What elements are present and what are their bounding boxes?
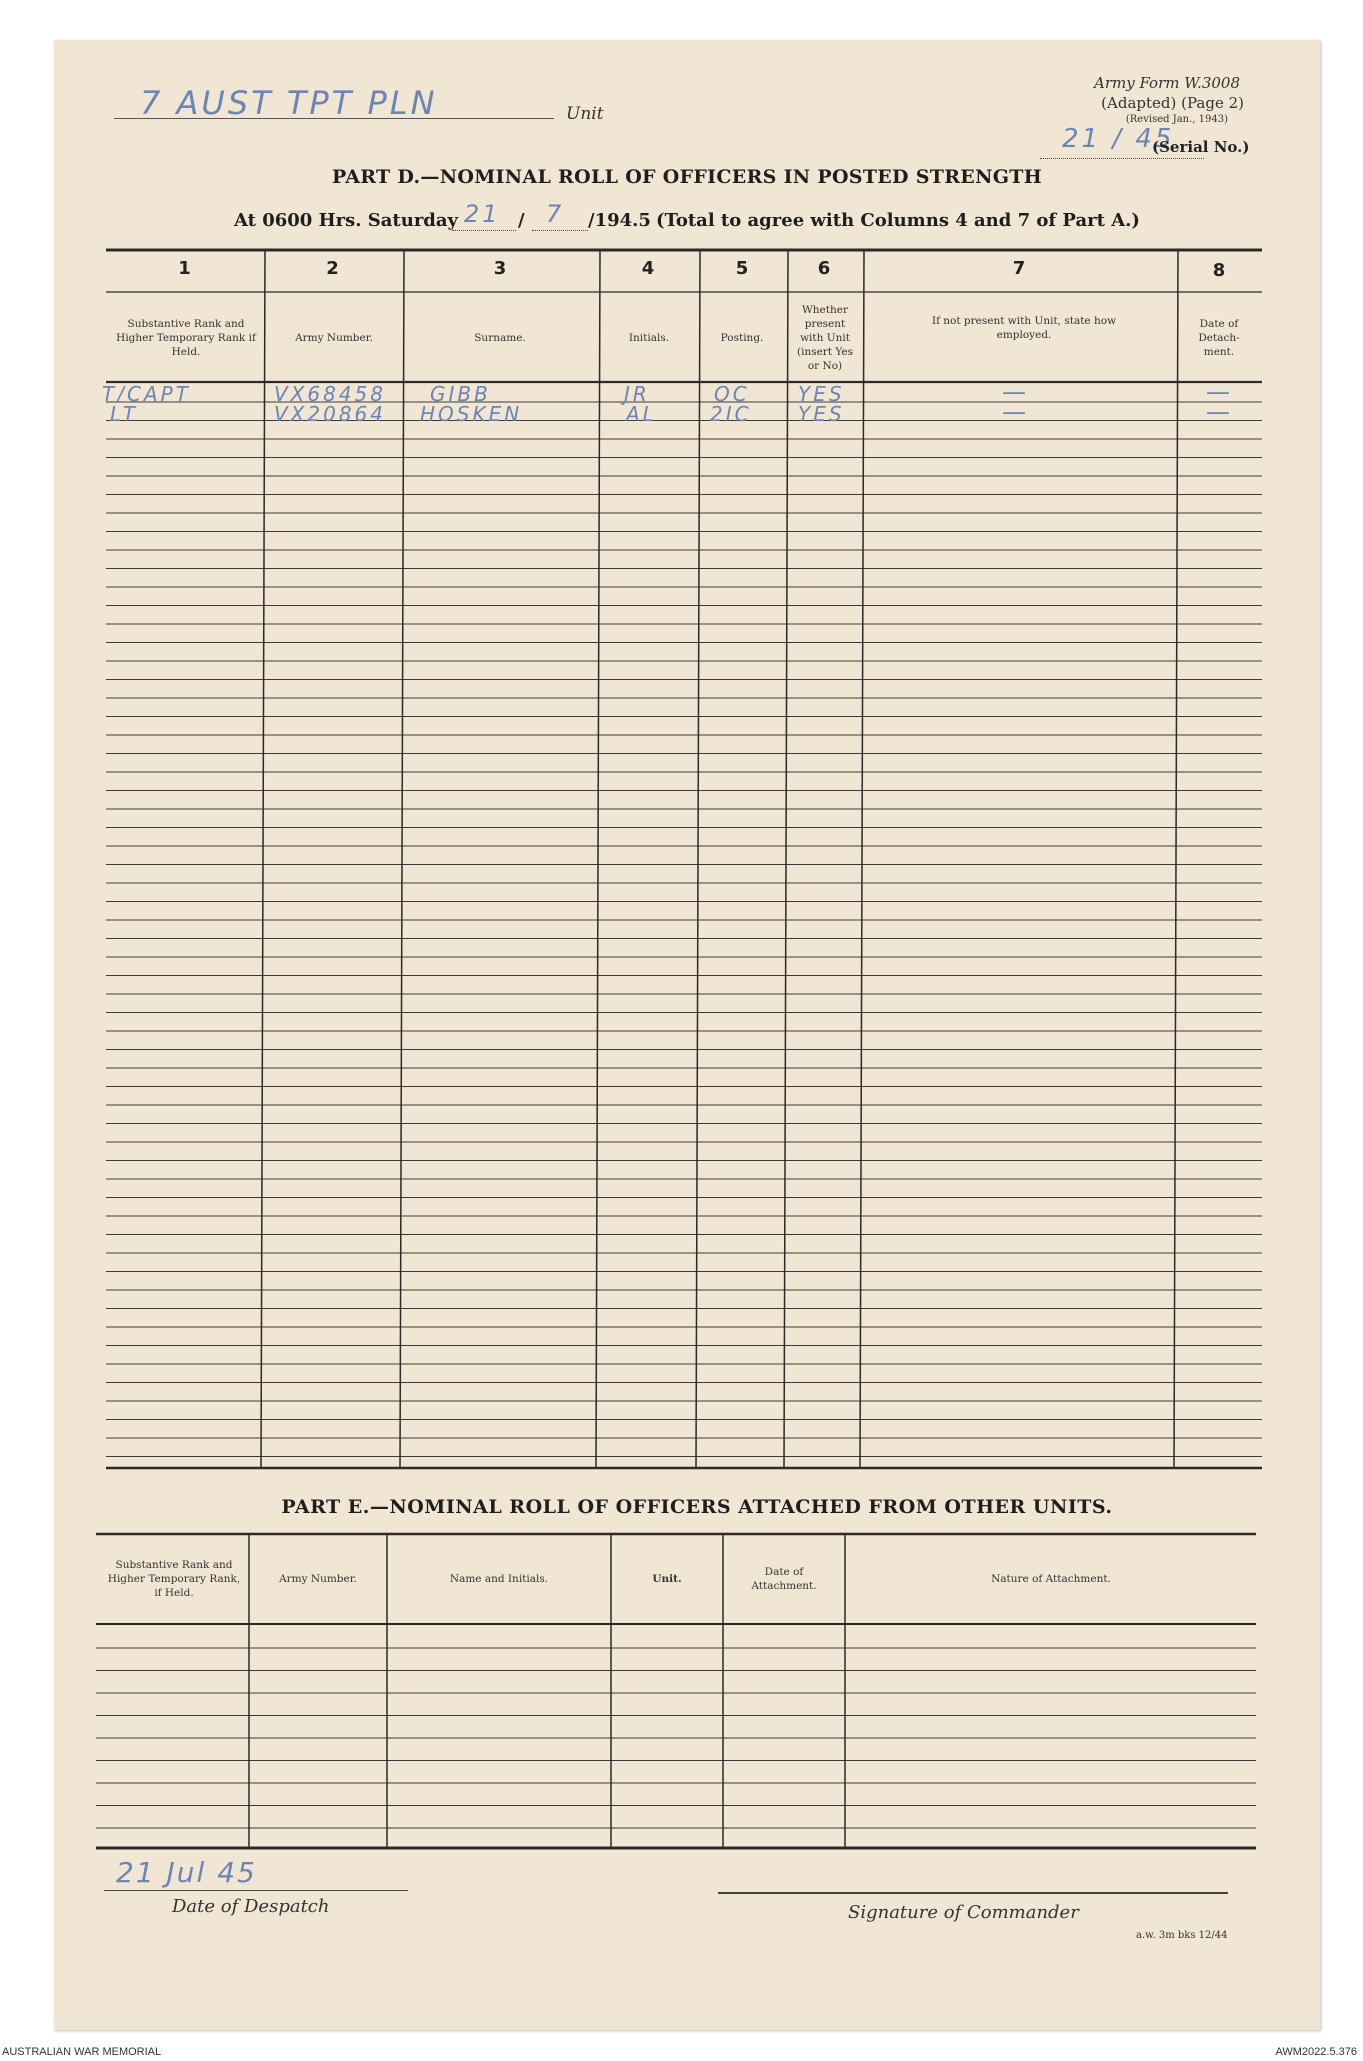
col-num-8: 8 [1212,260,1226,281]
row2-employed: — [1002,398,1029,426]
part-e-header-name-initials: Name and Initials. [449,1573,549,1585]
row1-surname: GIBB [430,382,491,406]
despatch-date-line [104,1890,408,1891]
unit-label: Unit [566,104,604,124]
col-num-5: 5 [735,258,749,279]
col-num-2: 2 [326,258,339,279]
part-e-header-date-attachment: Date of Attachment. [751,1566,817,1592]
col-num-6: 6 [817,258,831,279]
row2-present: YES [798,402,845,426]
form-page [54,40,1320,2030]
col-header-rank: Substantive Rank and Higher Temporary Rank if Held. [116,318,256,358]
row2-rank: LT [110,402,139,426]
part-e-header-nature: Nature of Attachment. [991,1573,1111,1585]
despatch-date-label: Date of Despatch [172,1896,330,1917]
row1-initials: JR [624,382,650,406]
part-e-header-unit: Unit. [652,1573,682,1585]
unit-value: 7 AUST TPT PLN [140,84,438,122]
col-num-1: 1 [178,258,191,279]
date-separator: / [518,210,525,231]
part-e-header-rank: Substantive Rank and Higher Temporary Rank, if Held. [107,1559,241,1599]
archive-caption-right: AWM2022.5.376 [1275,2046,1357,2058]
print-code: a.w. 3m bks 12/44 [1136,1930,1228,1941]
row2-surname: HOSKEN [420,402,523,426]
archive-caption-left: AUSTRALIAN WAR MEMORIAL [2,2046,162,2058]
col-header-how-employed: If not present with Unit, state how employed. [931,315,1117,341]
col-header-posting: Posting. [720,332,764,344]
col-header-present: Whether present with Unit (insert Yes or No) [796,304,854,372]
despatch-date-value: 21 Jul 45 [116,1856,257,1889]
col-header-surname: Surname. [474,332,526,344]
part-e-table-grid [54,40,1320,2030]
revised-label: (Revised Jan., 1943) [1125,114,1228,125]
signature-label: Signature of Commander [848,1902,1079,1923]
col-header-army-number: Army Number. [295,332,373,344]
date-day-value: 21 [464,200,501,228]
row1-army-number: VX68458 [274,382,387,406]
col-num-4: 4 [641,258,655,279]
col-num-7: 7 [1012,258,1026,279]
col-num-3: 3 [493,258,507,279]
date-year: /194.5 [588,210,651,231]
date-line-prefix: At 0600 Hrs. Saturday [234,210,459,231]
row2-posting: 2IC [710,402,752,426]
row1-posting: OC [714,382,750,406]
date-month-value: 7 [546,200,565,228]
serial-value: 21 / 45 [1062,124,1175,154]
part-e-header-army-number: Army Number. [279,1573,357,1585]
army-form-label: Army Form W.3008 [1094,74,1240,92]
row1-rank: T/CAPT [102,382,191,406]
part-d-title: PART D.—NOMINAL ROLL OF OFFICERS IN POSTED STRENGTH [332,166,1042,188]
serial-label: (Serial No.) [1152,138,1250,156]
row1-employed: — [1002,378,1029,406]
row2-date-detachment: — [1206,398,1233,426]
col-header-date-detachment: Date of Detach- ment. [1198,318,1240,358]
date-note: (Total to agree with Columns 4 and 7 of Part A.) [656,210,1140,231]
row2-initials: AL [626,402,657,426]
signature-line [718,1892,1228,1894]
adapted-label: (Adapted) (Page 2) [1101,94,1244,112]
row1-date-detachment: — [1206,378,1233,406]
col-header-initials: Initials. [628,332,670,344]
part-e-title: PART E.—NOMINAL ROLL OF OFFICERS ATTACHED FROM OTHER UNITS. [281,1496,1113,1518]
row2-army-number: VX20864 [274,402,387,426]
row1-present: YES [798,382,845,406]
